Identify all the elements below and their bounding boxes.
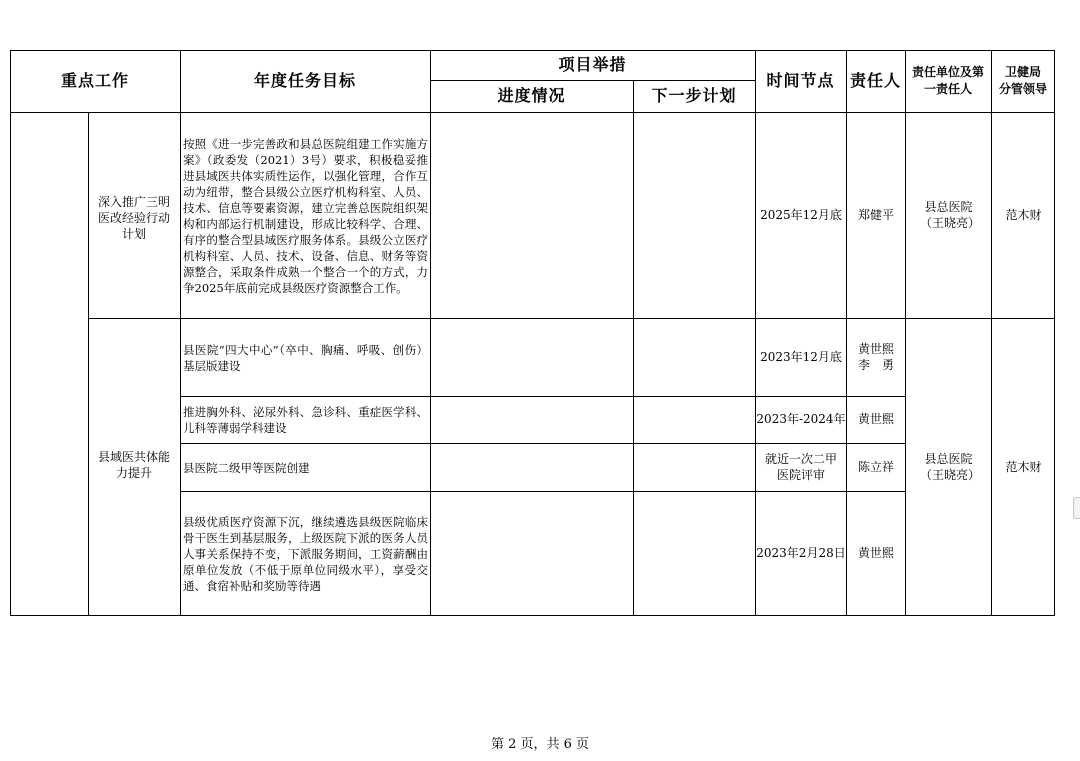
section-name: 县域医共体能力提升: [97, 450, 170, 480]
task-text: 县医院二级甲等医院创建: [183, 460, 310, 475]
section-name: 深入推广三明医改经验行动计划: [97, 195, 170, 241]
task-description: [181, 397, 430, 443]
task-description: [181, 113, 430, 318]
task-description: [181, 319, 430, 396]
time-node: 就近一次二甲医院评审: [764, 451, 837, 482]
page-footer: 第 2 页，共 6 页: [490, 737, 590, 752]
leader: 范木财: [1005, 459, 1042, 474]
time-node: 2023年12月底: [760, 349, 842, 364]
header-annual-goal: 年度任务目标: [253, 70, 356, 90]
header-next-plan: 下一步计划: [651, 85, 737, 105]
header-key-work: 重点工作: [60, 70, 129, 90]
time-node: 2023年-2024年: [756, 412, 846, 427]
task-description: [181, 444, 430, 491]
task-description: [181, 492, 430, 616]
header-leader-line2: 分管领导: [998, 82, 1047, 96]
task-text: 按照《进一步完善政和县总医院组建工作实施方案》（政委发（2021）3号）要求，积极稳妥推进县域医共体实质性运作，以强化管理，合作互动为纽带，整合县级公立医疗机构科室、人员、技术、信息等要素资源，建立完善总医院组织架构和内部运行机制建设，形成比较科学、合理、有序的整合型县域医疗服务体系。县级公立医疗机构科室、人员、技术、设备、信息、财务等资源整合，采取条件成熟一个整合一个的方式，力争2025年底前完成县级医疗资源整合工作。: [183, 136, 428, 295]
header-responsible: 责任人: [849, 70, 901, 90]
task-text: 县医院“四大中心”（卒中、胸痛、呼吸、创伤）基层版建设: [183, 342, 428, 373]
responsible-unit: 县总医院（王晓亮）: [920, 199, 981, 230]
responsible-person: 黄世熙: [857, 412, 894, 427]
header-time-node: 时间节点: [766, 70, 835, 90]
responsible-person: 黄世熙: [857, 546, 894, 561]
header-unit-line2: 一责任人: [923, 82, 972, 96]
header-leader-line1: 卫健局: [1004, 65, 1041, 80]
header-leader: [991, 50, 1055, 112]
responsible-person: 陈立祥: [857, 459, 894, 474]
task-text: 县级优质医疗资源下沉，继续遴选县级医院临床骨干医生到基层服务，上级医院下派的医务人员人事关系保持不变，下派服务期间，工资薪酬由原单位发放（不低于原单位同级水平），享受交通、食宿补贴和奖励等待遇: [183, 515, 428, 593]
responsible-person: 黄世熙 李 勇: [857, 341, 894, 372]
side-scroll-handle[interactable]: [1073, 497, 1080, 519]
header-unit-line1: 责任单位及第: [911, 65, 984, 80]
header-project-measures: 项目举措: [558, 54, 627, 74]
leader: 范木财: [1005, 207, 1042, 222]
time-node: 2025年12月底: [760, 207, 842, 222]
responsible-person: 郑健平: [857, 207, 894, 222]
responsible-unit: 县总医院（王晓亮）: [920, 451, 981, 482]
header-unit: [905, 50, 991, 112]
header-progress: 进度情况: [497, 85, 566, 105]
time-node: 2023年2月28日: [756, 546, 846, 561]
task-text: 推进胸外科、泌尿外科、急诊科、重症医学科、儿科等薄弱学科建设: [183, 405, 428, 435]
